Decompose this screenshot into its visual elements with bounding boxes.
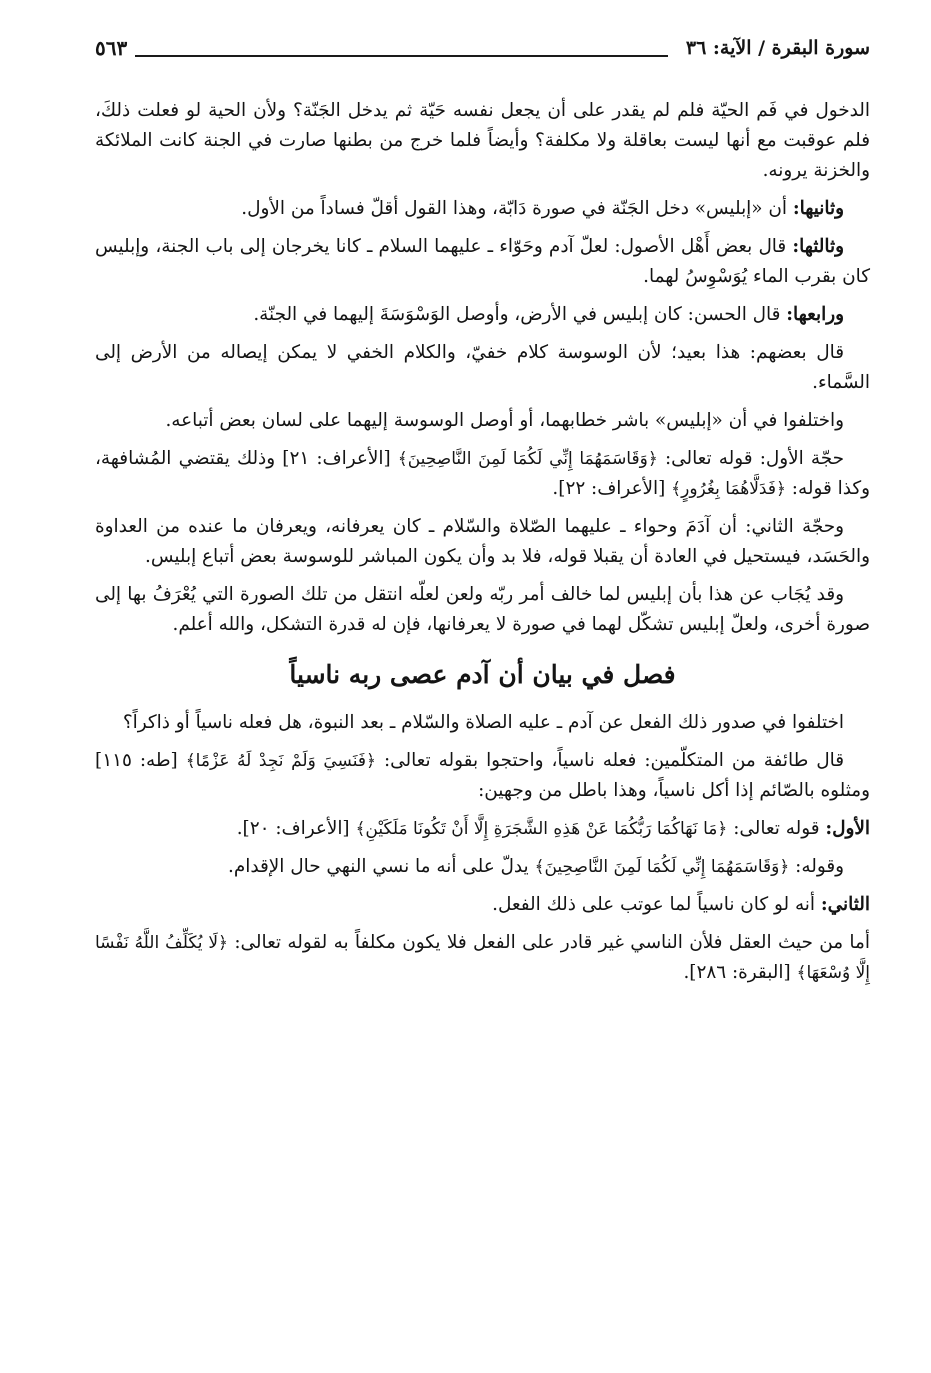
quran-verse-4: ﴿مَا نَهَاكُمَا رَبُّكُمَا عَنْ هَذِهِ الشَّجَرَةِ إِلَّا أَنْ تَكُونَا مَلَكَيْنِ﴾ <box>355 819 728 839</box>
paragraph-4-text: قال الحسن: كان إبليس في الأرض، وأوصل الوَسْوَسَةَ إليهما في الجنّة. <box>253 304 787 325</box>
paragraph-14-text: أنه لو كان ناسياً لما عوتب على ذلك الفعل. <box>492 894 821 915</box>
paragraph-15-part-b: [البقرة: ٢٨٦]. <box>683 962 797 983</box>
paragraph-1: الدخول في فَم الحيّة فلم لم يقدر على أن يجعل نفسه حَيّة ثم يدخل الجَنّة؟ ولأن الحية لو فعلت ذلكَ، فلم عوقبت مع أنها ليست بعاقلة ولا مكلفة؟ وأيضاً فلما خرج من بطنها صارت في الجنة كانت الملائكة والخزنة يرونه. <box>95 100 870 181</box>
page-body <box>95 96 870 988</box>
paragraph-12-part-b: [الأعراف: ٢٠]. <box>236 818 356 839</box>
header-rule <box>135 55 668 57</box>
paragraph-11-part-b: [طه: ١١٥] ومثلوه بالصّائم إذا أكل ناسياً، وهذا باطل من وجهين: <box>95 750 870 801</box>
paragraph-11 <box>95 746 870 806</box>
paragraph-2 <box>95 194 870 224</box>
quran-verse-6: ﴿لَا يُكَلِّفُ اللَّهُ نَفْسًا إِلَّا وُسْعَهَا﴾ <box>95 933 870 983</box>
paragraph-2-text: أن «إبليس» دخل الجَنّة في صورة دَابّة، وهذا القول أقلّ فساداً من الأول. <box>241 198 793 219</box>
paragraph-13 <box>95 852 870 882</box>
quran-verse-5: ﴿وَقَاسَمَهُمَا إِنِّي لَكُمَا لَمِنَ النَّاصِحِينَ﴾ <box>534 857 790 877</box>
paragraph-15-part-a: أما من حيث العقل فلأن الناسي غير قادر على الفعل فلا يكون مكلفاً به لقوله تعالى: <box>228 932 870 953</box>
paragraph-7-part-c: [الأعراف: ٢٢]. <box>552 478 672 499</box>
paragraph-6: واختلفوا في أن «إبليس» باشر خطابهما، أو أوصل الوسوسة إليهما على لسان بعض أتباعه. <box>165 410 844 431</box>
paragraph-7-part-a: حجّة الأول: قوله تعالى: <box>657 448 844 469</box>
quran-verse-1: ﴿وَقَاسَمَهُمَا إِنِّي لَكُمَا لَمِنَ النَّاصِحِينَ﴾ <box>397 449 658 469</box>
quran-verse-2: ﴿فَدَلَّاهُمَا بِغُرُورٍ﴾ <box>671 479 786 499</box>
paragraph-3-text: قال بعض أَهْل الأصول: لعلّ آدم وحَوّاء ـ عليهما السلام ـ كانا يخرجان إلى باب الجنة، وإبليس كان بقرب الماء يُوَسْوِسُ لهما. <box>95 236 870 287</box>
paragraph-10: اختلفوا في صدور ذلك الفعل عن آدم ـ عليه الصلاة والسّلام ـ بعد النبوة، هل فعله ناسياً أو ذاكراً؟ <box>122 712 844 733</box>
paragraph-3 <box>95 232 870 292</box>
paragraph-15 <box>95 928 870 988</box>
paragraph-12 <box>95 814 870 844</box>
quran-verse-3: ﴿فَنَسِيَ وَلَمْ نَجِدْ لَهُ عَزْمًا﴾ <box>185 751 376 771</box>
running-title: سورة البقرة / الآية: ٣٦ <box>685 37 870 59</box>
paragraph-14 <box>95 890 870 920</box>
section-heading: فصل في بيان أن آدم عصى ربه ناسياً <box>289 660 676 689</box>
paragraph-4-label: ورابعها: <box>786 304 844 325</box>
paragraph-13-part-a: وقوله: <box>789 856 844 877</box>
paragraph-14-label: الثاني: <box>820 894 870 915</box>
paragraph-9: وقد يُجَاب عن هذا بأن إبليس لما خالف أمر ربّه ولعن لعلّه انتقل من تلك الصورة التي يُعْرَفُ بها إلى صورة أخرى، ولعلّ إبليس تشكّل لهما في صورة لا يعرفانها، فإن له قدرة التشكل، والله أعلم. <box>95 584 870 635</box>
paragraph-4 <box>95 300 870 330</box>
book-page <box>95 30 870 996</box>
paragraph-2-label: وثانيها: <box>792 198 844 219</box>
page-number: ٥٦٣ <box>95 36 128 60</box>
paragraph-3-label: وثالثها: <box>792 236 844 257</box>
paragraph-11-part-a: قال طائفة من المتكلّمين: فعله ناسياً، واحتجوا بقوله تعالى: <box>375 750 844 771</box>
paragraph-13-part-b: يدلّ على أنه ما نسي النهي حال الإقدام. <box>228 856 535 877</box>
page-header <box>95 30 870 66</box>
paragraph-12-label: الأول: <box>825 818 870 839</box>
paragraph-7 <box>95 444 870 504</box>
paragraph-12-part-a: قوله تعالى: <box>727 818 826 839</box>
paragraph-8: وحجّة الثاني: أن آدَمَ وحواء ـ عليهما الصّلاة والسّلام ـ كان يعرفانه، ويعرفان ما عنده من العداوة والحَسَد، فيستحيل في العادة أن يقبلا قوله، فلا بد وأن يكون المباشر للوسوسة بعض أتباع إبليس. <box>95 516 870 567</box>
paragraph-5: قال بعضهم: هذا بعيد؛ لأن الوسوسة كلام خفيّ، والكلام الخفي لا يمكن إيصاله من الأرض إلى السَّماء. <box>95 342 870 393</box>
paragraph-7-part-b: [الأعراف: ٢١] وذلك يقتضي المُشافهة، وكذا قوله: <box>95 448 870 499</box>
